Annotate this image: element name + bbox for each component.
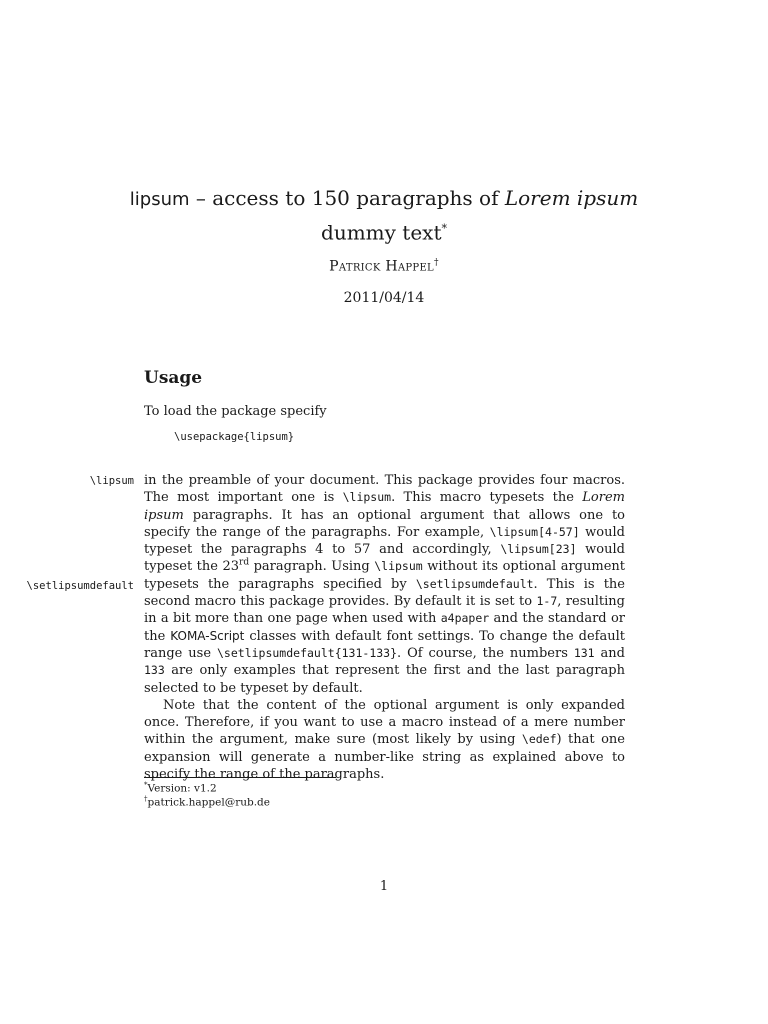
body-text (144, 472, 625, 783)
title-line-2: dummy text* (321, 220, 447, 245)
author-footnote-mark: † (434, 258, 439, 268)
margin-note-lipsum: \lipsum (89, 475, 134, 487)
code-usepackage: \usepackage{lipsum} (174, 431, 295, 443)
intro-text: To load the package specify (144, 404, 327, 419)
paragraph-2: Note that the content of the optional argument is only expanded once. Therefore, if you want to use a macro instead of a mere number within the argument, make sure (most likely by using \edef) that one expansion will generate a number-like string as explained above to specify the range of the paragraphs. (144, 697, 625, 783)
margin-note-setlipsumdefault: \setlipsumdefault (26, 580, 134, 592)
package-name: lipsum (129, 189, 190, 210)
author: Patrick Happel† (329, 258, 439, 275)
page-number: 1 (379, 879, 389, 894)
footnote-rule (144, 777, 336, 778)
footnote-version: *Version: v1.2 (144, 781, 217, 795)
title-line-1: lipsum – access to 150 paragraphs of Lorem ipsum (129, 186, 639, 210)
date: 2011/04/14 (343, 290, 425, 306)
section-heading: Usage (144, 368, 203, 388)
footnote-email: †patrick.happel@rub.de (144, 795, 270, 809)
paragraph-1: in the preamble of your document. This package provides four macros. The most important one is \lipsum. This macro typesets the Lorem ipsum paragraphs. It has an optional argument that allows one to specify the range of the paragraphs. For example, \lipsum[4-57] would typeset the paragraphs 4 to 57 and accordingly, \lipsum[23] would typeset the 23rd paragraph. Using \lipsum without its optional argument typesets the paragraphs specified by \setlipsumdefault. This is the second macro this package provides. By default it is set to 1-7, resulting in a bit more than one page when used with a4paper and the standard or the KOMA-Script classes with default font settings. To change the default range use \setlipsumdefault{131-133}. Of course, the numbers 131 and 133 are only examples that represent the first and the last paragraph selected to be typeset by default. (144, 473, 626, 696)
document-title (0, 184, 768, 248)
title-footnote-mark: * (441, 222, 447, 235)
